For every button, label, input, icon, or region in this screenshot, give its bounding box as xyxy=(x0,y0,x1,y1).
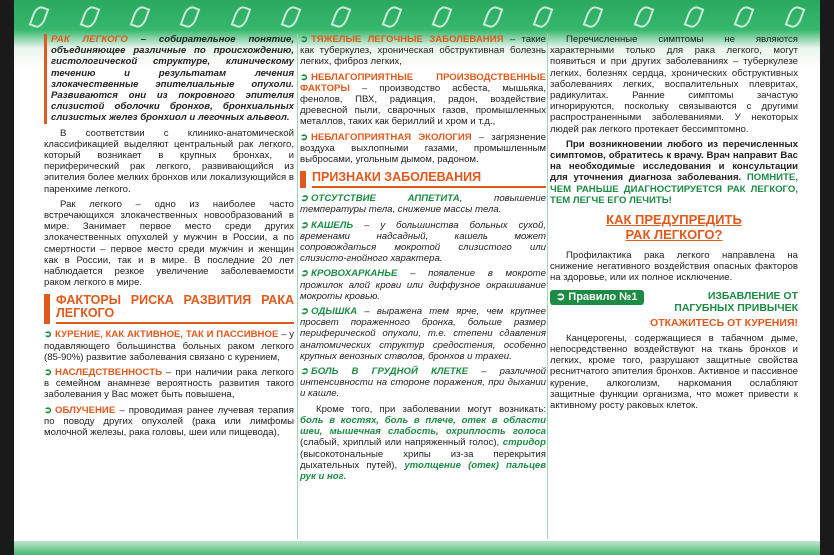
leaf-pattern-header xyxy=(14,0,820,34)
arrow-icon: ➲ xyxy=(44,329,53,341)
column-divider xyxy=(297,34,298,539)
brochure-sheet xyxy=(14,0,820,555)
paragraph: Профилактика рака легкого направлена на снижение негативного воздействия опасных факторов на здоровье, или их полное исключение. xyxy=(550,250,798,284)
leaf-icon xyxy=(331,4,352,29)
column-right xyxy=(550,34,798,415)
definition-text: – собирательное понятие, объединяющее различные по происхождению, гистологической структуре, клиническому течению и результатам лечения злокачественные эпителиальные опухоли. Развиваются они из покровного эпителия слизистой оболочки бронхов, бронхиальных слизистых желез бронхиол и легочных альвеол. xyxy=(51,34,295,124)
prevention-heading: КАК ПРЕДУПРЕДИТЬ РАК ЛЕГКОГО? xyxy=(606,212,742,243)
rule-badge: ➲ Правило №1 xyxy=(550,290,644,305)
leaf-icon xyxy=(533,4,554,29)
column-left xyxy=(44,34,294,442)
leaf-icon xyxy=(381,4,402,29)
list-item: ➲ ТЯЖЕЛЫЕ ЛЕГОЧНЫЕ ЗАБОЛЕВАНИЯ – такие как туберкулез, хроническая обструктивная болезнь легких, фиброз легких, xyxy=(300,34,546,68)
arrow-icon: ➲ xyxy=(300,268,309,280)
arrow-icon: ➲ xyxy=(300,219,309,231)
arrow-icon: ➲ xyxy=(300,193,309,205)
paragraph: Канцерогены, содержащиеся в табачном дыме, непосредственно воздействуют на ткань бронхов и легких, кроме того, разрушают защитные свойства реснитчатого эпителия бронхов. Активное и пассивное курение, алкоголизм, наркомания ослабляют защитные функции организма, что может привести к активному росту раковых клеток. xyxy=(550,332,798,412)
leaf-icon xyxy=(583,4,604,29)
column-divider xyxy=(547,34,548,539)
list-item: ➲ ОБЛУЧЕНИЕ – проводимая ранее лучевая терапия по поводу других опухолей (рака или лимфомы молочной железы, рака головы, шеи или пищевода), xyxy=(44,404,294,439)
leaf-icon xyxy=(633,4,654,29)
symptoms-heading xyxy=(300,171,546,188)
paragraph: Кроме того, при заболевании могут возникать: боль в костях, боль в плече, отек в области шеи, мышечная слабость, охриплость голоса (слабый, хриплый или напряженный голос), стридор (высокотональные хрипы из-за перекрытия дыхательных путей), утолщение (отек) пальцев рук и ног. xyxy=(300,403,546,482)
definition-term: РАК ЛЕГКОГО xyxy=(51,34,128,45)
list-item: ➲ БОЛЬ В ГРУДНОЙ КЛЕТКЕ – различной интенсивности на стороне поражения, при дыхании и кашле. xyxy=(300,366,546,400)
arrow-icon: ➲ xyxy=(300,71,309,83)
section-title: ПРИЗНАКИ ЗАБОЛЕВАНИЯ xyxy=(312,171,546,188)
leaf-icon xyxy=(281,4,302,29)
leaf-icon xyxy=(130,4,151,29)
list-item: ➲ КАШЕЛЬ – у большинства больных сухой, временами надсадный, кашель может сопровождаться мокротой слизистого или слизисто-гнойного характера. xyxy=(300,219,546,265)
list-item: ➲ НАСЛЕДСТВЕННОСТЬ – при наличии рака легкого в семейном анамнезе вероятность развития такого заболевания у Вас может быть повышена, xyxy=(44,367,294,401)
rule-title: ИЗБАВЛЕНИЕ ОТ ПАГУБНЫХ ПРИВЫЧЕК xyxy=(674,289,798,314)
quit-smoking-title: ОТКАЖИТЕСЬ ОТ КУРЕНИЯ! xyxy=(650,316,798,329)
paragraph: Рак легкого – одно из наиболее часто встречающихся злокачественных новообразований в мире. Занимает первое место среди других злокачественных опухолей у мужчин в России, а по смертности – первое место среди мужчин и женщин как в России, так и в мире. В последние 20 лет наблюдается резкое увеличение заболеваемости раком легкого в мире. xyxy=(44,198,294,289)
leaf-icon xyxy=(29,4,50,29)
leaf-icon xyxy=(79,4,100,29)
risk-factors-heading xyxy=(44,294,294,324)
leaf-icon xyxy=(734,4,755,29)
arrow-icon: ➲ xyxy=(44,404,53,416)
list-item: ➲ ОТСУТСТВИЕ АППЕТИТА, повышение температуры тела, снижение массы тела. xyxy=(300,193,546,216)
leaf-icon xyxy=(684,4,705,29)
leaf-icon xyxy=(180,4,201,29)
rule-block xyxy=(550,290,798,314)
arrow-icon: ➲ xyxy=(300,366,309,378)
leaf-icon xyxy=(482,4,503,29)
leaf-icon xyxy=(432,4,453,29)
arrow-icon: ➲ xyxy=(44,367,53,379)
arrow-icon: ➲ xyxy=(300,131,309,143)
paragraph: При возникновении любого из перечисленных симптомов, обратитесь к врачу. Врач направит Вас на необходимые исследования и консультации для уточнения диагноза заболевания. ПОМНИТЕ, ЧЕМ РАНЬШЕ ДИАГНОСТИРУЕТСЯ РАК ЛЕГКОГО, ТЕМ ЛЕГЧЕ ЕГО ЛЕЧИТЬ! xyxy=(550,138,798,206)
list-item: ➲ КУРЕНИЕ, КАК АКТИВНОЕ, ТАК И ПАССИВНОЕ – у подавляющего большинства больных раком легкого (85-90%) развитие заболевания связано с курением, xyxy=(44,329,294,363)
arrow-icon: ➲ xyxy=(300,306,309,318)
paragraph: В соответствии с клинико-анатомической классификацией выделяют центральный рак легкого, который возникает в крупных бронхах, и периферический рак легкого, развивающийся из эпителия более мелких бронхов или локализующийся в паренхиме легкого. xyxy=(44,127,294,195)
leaf-icon xyxy=(230,4,251,29)
leaf-icon xyxy=(784,4,805,29)
definition-block xyxy=(44,34,294,124)
list-item: ➲ КРОВОХАРКАНЬЕ – появление в мокроте прожилок алой крови или диффузное окрашивание мокроты кровью. xyxy=(300,268,546,302)
arrow-icon: ➲ xyxy=(300,34,309,45)
section-title: ФАКТОРЫ РИСКА РАЗВИТИЯ РАКА ЛЕГКОГО xyxy=(56,294,294,324)
footer-band xyxy=(14,541,820,555)
list-item: ➲ НЕБЛАГОПРИЯТНЫЕ ПРОИЗВОДСТВЕННЫЕ ФАКТОРЫ – производство асбеста, мышьяка, фенолов, ПВХ, радиация, радон, воздействие древесной пыли, сварочных газов, промышленных металлов, таких как бериллий и хром и т.д., xyxy=(300,71,546,128)
list-item: ➲ НЕБЛАГОПРИЯТНАЯ ЭКОЛОГИЯ – загрязнение воздуха выхлопными газами, промышленным выбросами, угольным дымом, радоном. xyxy=(300,131,546,166)
list-item: ➲ ОДЫШКА – выражена тем ярче, чем крупнее просвет пораженного бронха, больше размер периферической опухоли, т.е. степени сдавления анатомических структур средостения, особенно крупных венозных стволов, бронхов и трахеи. xyxy=(300,306,546,362)
column-middle xyxy=(300,34,546,486)
paragraph: Перечисленные симптомы не являются характерными только для рака легкого, могут появиться и при других заболеваниях – туберкулезе легких, болезнях сердца, хронических обструктивных заболеваниях легких, воспалительных плевритах, радикулитах. Ранние симптомы зачастую игнорируются, поскольку связываются с другими распространенными заболеваниями. У некоторых людей рак легкого протекает бессимптомно. xyxy=(550,34,798,135)
